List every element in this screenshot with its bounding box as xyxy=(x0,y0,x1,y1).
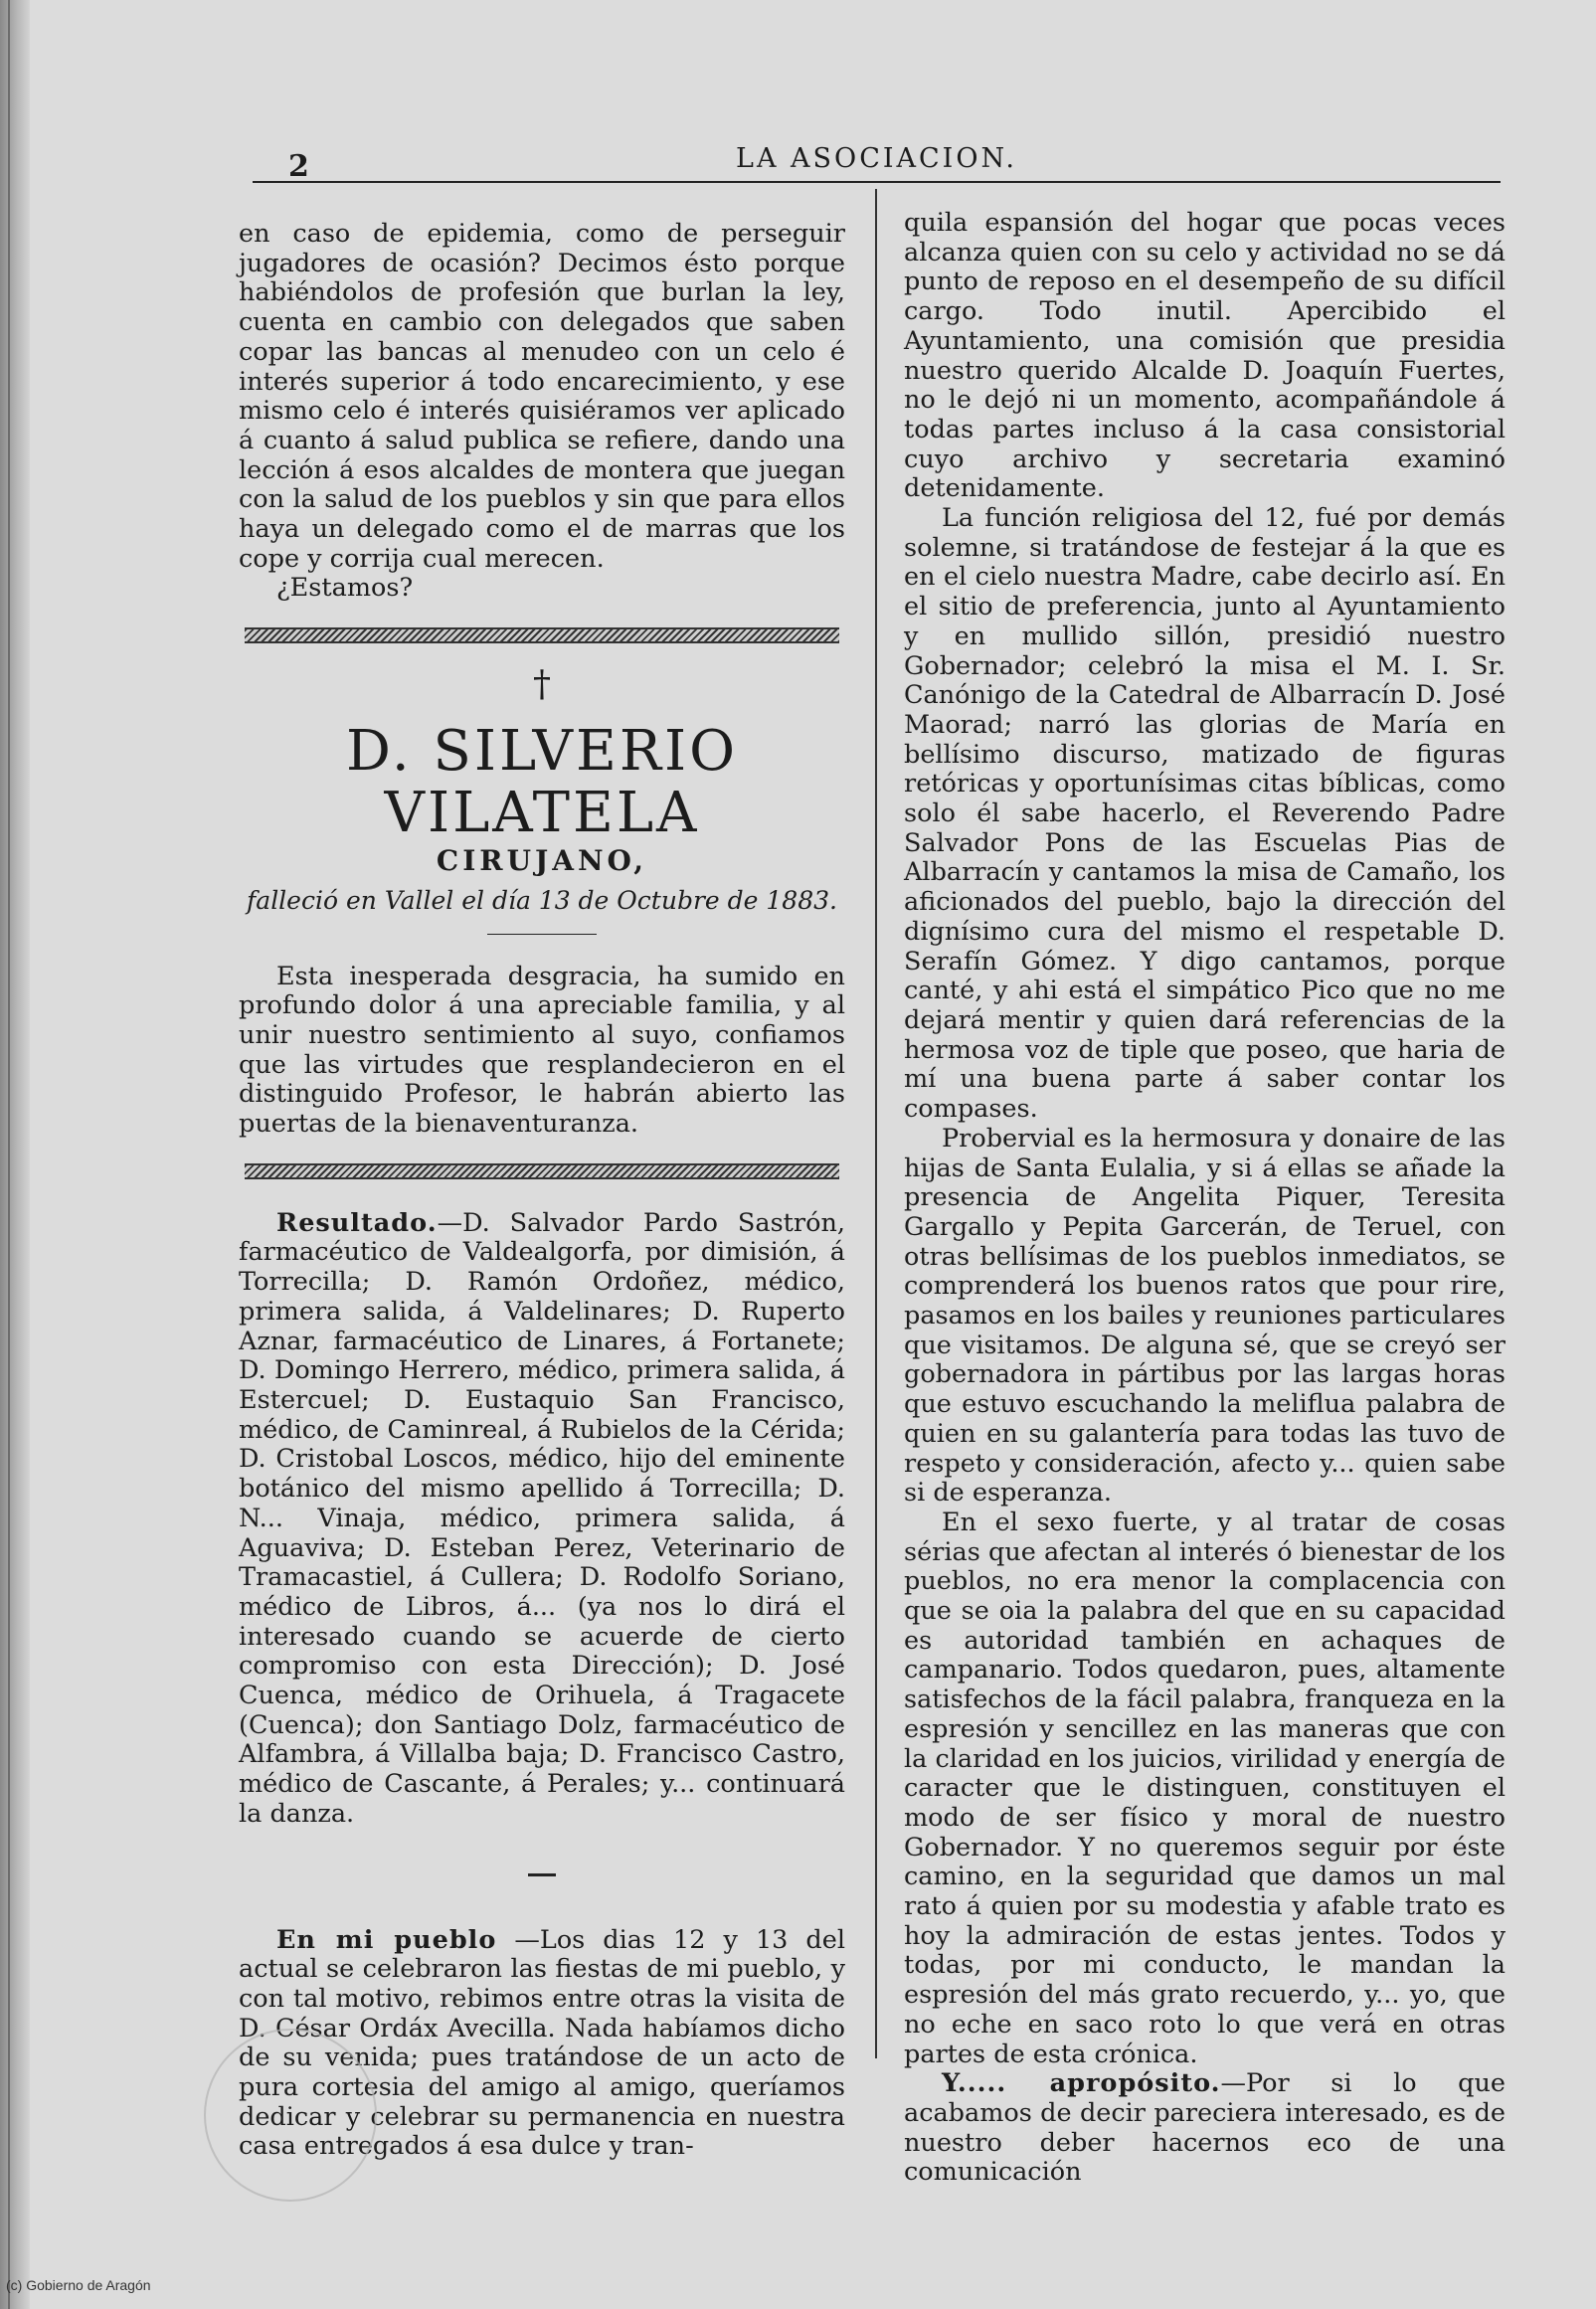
obituary-name: D. SILVERIO VILATELA xyxy=(345,719,739,846)
resultado-paragraph xyxy=(239,1209,845,1830)
pueblo-lead: En mi pueblo xyxy=(276,1924,497,1955)
apropos-lead: Y..... apropósito. xyxy=(942,2068,1221,2099)
right-column xyxy=(904,209,1506,2188)
binding-line xyxy=(8,0,10,2309)
column-divider xyxy=(875,189,877,2058)
obituary-text: Esta inesperada desgracia, ha sumido en profundo dolor á una apreciable familia, y al unir nuestro sentimiento al suyo, confiamos que las virtudes que resplandecieron en el distinguido Profesor, le habrán abierto las puertas de la bienaventuranza. xyxy=(239,961,845,1140)
section-dash xyxy=(528,1873,556,1876)
obituary-role: CIRUJANO, xyxy=(436,844,648,878)
obituary-date: falleció en Vallel el día 13 de Octubre de 1883. xyxy=(247,885,837,915)
copyright-notice: (c) Gobierno de Aragón xyxy=(6,2277,151,2293)
page-number: 2 xyxy=(288,149,309,184)
publication-title: LA ASOCIACION. xyxy=(736,143,1017,174)
ornamental-divider xyxy=(245,1163,839,1179)
intro-closing: ¿Estamos? xyxy=(276,573,414,604)
left-column xyxy=(239,220,845,2162)
short-rule xyxy=(487,934,597,935)
resultado-lead: Resultado. xyxy=(276,1207,438,1238)
intro-paragraph: en caso de epidemia, como de perseguir jugadores de ocasión? Decimos ésto porque habiéndolos de profesión que burlan la ley, cuenta en cambio con delegados que saben copar las bancas al menudeo con un celo é interés superior á todo encarecimiento, y ese mismo celo é interés quisiéramos ver aplicado á cuanto á salud publica se refiere, dando una lección á esos alcaldes de montera que juegan con la salud de los pueblos y sin que para ellos haya un delegado como el de marras que los cope y corrija cual merecen. xyxy=(239,219,845,574)
apropos-text: —Por si lo que acabamos de decir pareciera interesado, es de nuestro deber hacernos eco de una comunicación xyxy=(904,2068,1506,2188)
resultado-text: —D. Salvador Pardo Sastrón, farmacéutico de Valdealgorfa, por dimisión, á Torrecilla; D. Ramón Ordoñez, médico, primera salida, á Valdelinares; D. Ruperto Aznar, farmacéutico de Linares, á Fortanete; D. Domingo Herrero, médico, primera salida, á Estercuel; D. Eustaquio San Francisco, médico, de Caminreal, á Rubielos de la Cérida; D. Cristobal Loscos, médico, hijo del eminente botánico del mismo apellido á Torrecilla; D. N... Vinaja, médico, primera salida, á Aguaviva; D. Esteban Perez, Veterinario de Tramacastiel, á Cullera; D. Rodolfo Soriano, médico de Libros, á... (ya nos lo dirá el interesado cuando se acuerde de cierto compromiso con esta Dirección); D. José Cuenca, médico de Orihuela, á Tragacete (Cuenca); don Santiago Dolz, farmacéutico de Alfambra, á Villalba baja; D. Francisco Castro, médico de Cascante, á Perales; y... continuará la danza. xyxy=(239,1207,845,1829)
obituary-cross: † xyxy=(533,664,551,706)
function-paragraph: La función religiosa del 12, fué por demás solemne, si tratándose de festejar á la que es en el cielo nuestra Madre, cabe decirlo así. En el sitio de preferencia, junto al Ayuntamiento y en mullido sillón, presidió nuestro Gobernador; celebró la misa el M. I. Sr. Canónigo de la Catedral de Albarracín D. José Maorad; narró las glorias de María en bellísimo discurso, matizado de figuras retóricas y oportunísimas citas bíblicas, como solo él sabe hacerlo, el Reverendo Padre Salvador Pons de las Escuelas Pias de Albarracín y cantamos la misa de Camaño, los aficionados del pueblo, bajo la dirección del dignísimo cura del mismo el respetable D. Serafín Gómez. Y digo cantamos, porque canté, y ahi está el simpático Pico que no me dejará mentir y quien dará referencias de la hermosa voz de tiple que poseo, que haria de mí una buena parte á saber contar los compases. xyxy=(904,503,1506,1125)
sexo-fuerte-paragraph: En el sexo fuerte, y al tratar de cosas sérias que afectan al interés ó bienestar de los pueblos, no era menor la complacencia con que se oia la palabra del que en su capacidad es autoridad también en achaques de campanario. Todos quedaron, pues, altamente satisfechos de la fácil palabra, franqueza en la espresión y sencillez en las maneras que con la claridad en los juicios, virilidad y energía de caracter que le distinguen, constituyen el modo de ser físico y moral de nuestro Gobernador. Y no queremos seguir por éste camino, en la seguridad que damos un mal rato á quien por su modestia y afable trato es hoy la admiración de estas jentes. Todos y todas, por mi conducto, le mandan la espresión del más grato recuerdo, y... yo, que no eche en saco roto lo que verá en otras partes de esta crónica. xyxy=(904,1507,1506,2069)
pueblo-text: —Los dias 12 y 13 del actual se celebraron las fiestas de mi pueblo, y con tal motivo, rebimos entre otras la visita de D. César Ordáx Avecilla. Nada habíamos dicho de su venida; pues tratándose de un acto de pura cortesia del amigo al amigo, queríamos dedicar y celebrar su permanencia en nuestra casa entregados á esa dulce y tran- xyxy=(239,1924,845,2162)
continued-paragraph: quila espansión del hogar que pocas veces alcanza quien con su celo y actividad no se dá punto de reposo en el desempeño de su difícil cargo. Todo inutil. Apercibido el Ayuntamiento, una comisión que presidia nuestro querido Alcalde D. Joaquín Fuertes, no le dejó ni un momento, acompañándole á todas partes incluso á la casa consistorial cuyo archivo y secretaria examinó detenidamente. xyxy=(904,208,1506,504)
hermosura-paragraph: Probervial es la hermosura y donaire de las hijas de Santa Eulalia, y si á ellas se añade la presencia de Angelita Piquer, Teresita Gargallo y Pepita Garcerán, de Teruel, con otras bellísimas de los pueblos inmediatos, se comprenderá los buenos ratos que pour rire, pasamos en los bailes y reuniones particulares que visitamos. De alguna sé, que se creyó ser gobernadora in pártibus por las largas horas que estuvo escuchando la meliflua palabra de quien en su galantería para todas las tuvo de respeto y consideración, afecto y... quien sabe si de esperanza. xyxy=(904,1123,1506,1509)
page-header xyxy=(253,139,1501,183)
library-stamp xyxy=(204,2029,377,2202)
ornamental-divider xyxy=(245,627,839,643)
apropos-paragraph xyxy=(904,2069,1506,2188)
page-binding-edge xyxy=(0,0,30,2309)
